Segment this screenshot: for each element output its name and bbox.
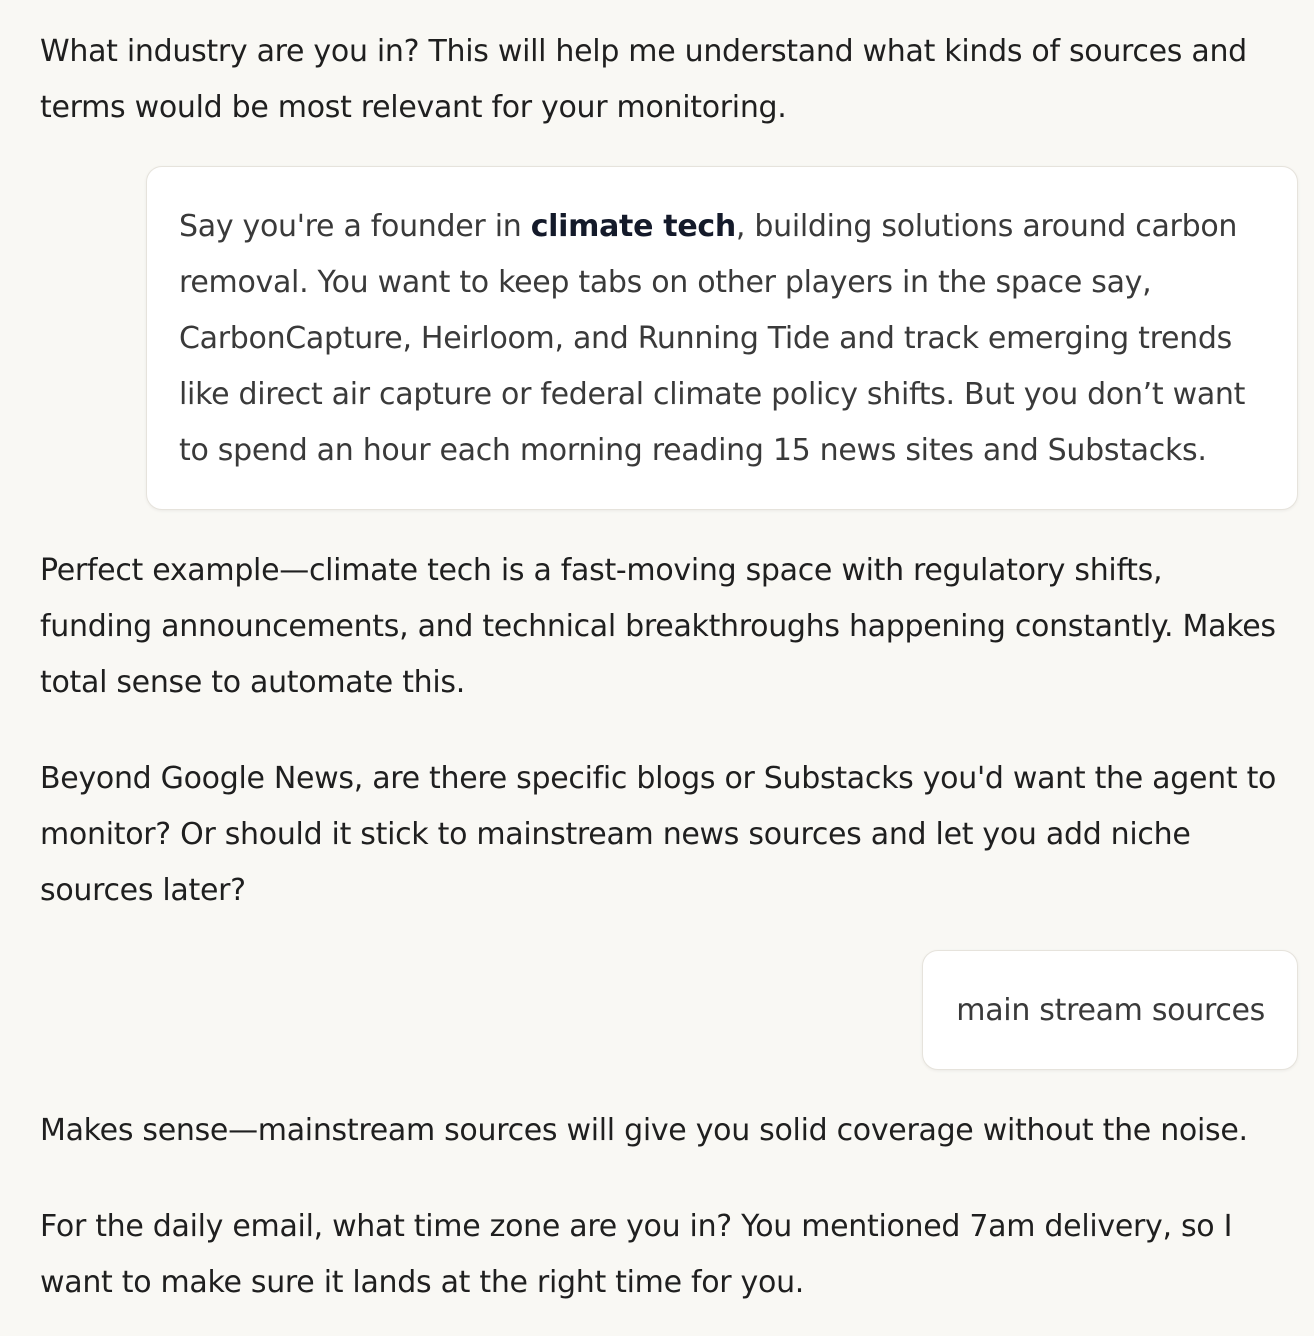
assistant-message-perfect-example: Perfect example—climate tech is a fast-moving space with regulatory shifts, funding announcements, and technical breakthroughs happening constantly. Makes total sense to automate this.: [40, 553, 1276, 700]
assistant-message-timezone-question: For the daily email, what time zone are you in? You mentioned 7am delivery, so I want to make sure it lands at the right time for you.: [40, 1209, 1233, 1300]
user-message-mainstream-sources: main stream sources: [922, 950, 1298, 1070]
user-message-suffix: , building solutions around carbon removal. You want to keep tabs on other players in the space say, CarbonCapture, Heirloom, and Running Tide and track emerging trends like direct air capture or federal climate policy shifts. But you don’t want to spend an hour each morning reading 15 news sites and Substacks.: [179, 209, 1246, 468]
user-message-climate-tech: [146, 166, 1298, 510]
assistant-message-industry-question: What industry are you in? This will help me understand what kinds of sources and terms would be most relevant for your monitoring.: [40, 34, 1247, 125]
user-message-bold-climate-tech: climate tech: [530, 209, 736, 244]
user-message-prefix: Say you're a founder in: [179, 209, 531, 244]
assistant-message-makes-sense: Makes sense—mainstream sources will give you solid coverage without the noise.: [40, 1113, 1248, 1148]
assistant-message-sources-question: Beyond Google News, are there specific blogs or Substacks you'd want the agent to monitor? Or should it stick to mainstream news sources and let you add niche sources later?: [40, 761, 1277, 908]
